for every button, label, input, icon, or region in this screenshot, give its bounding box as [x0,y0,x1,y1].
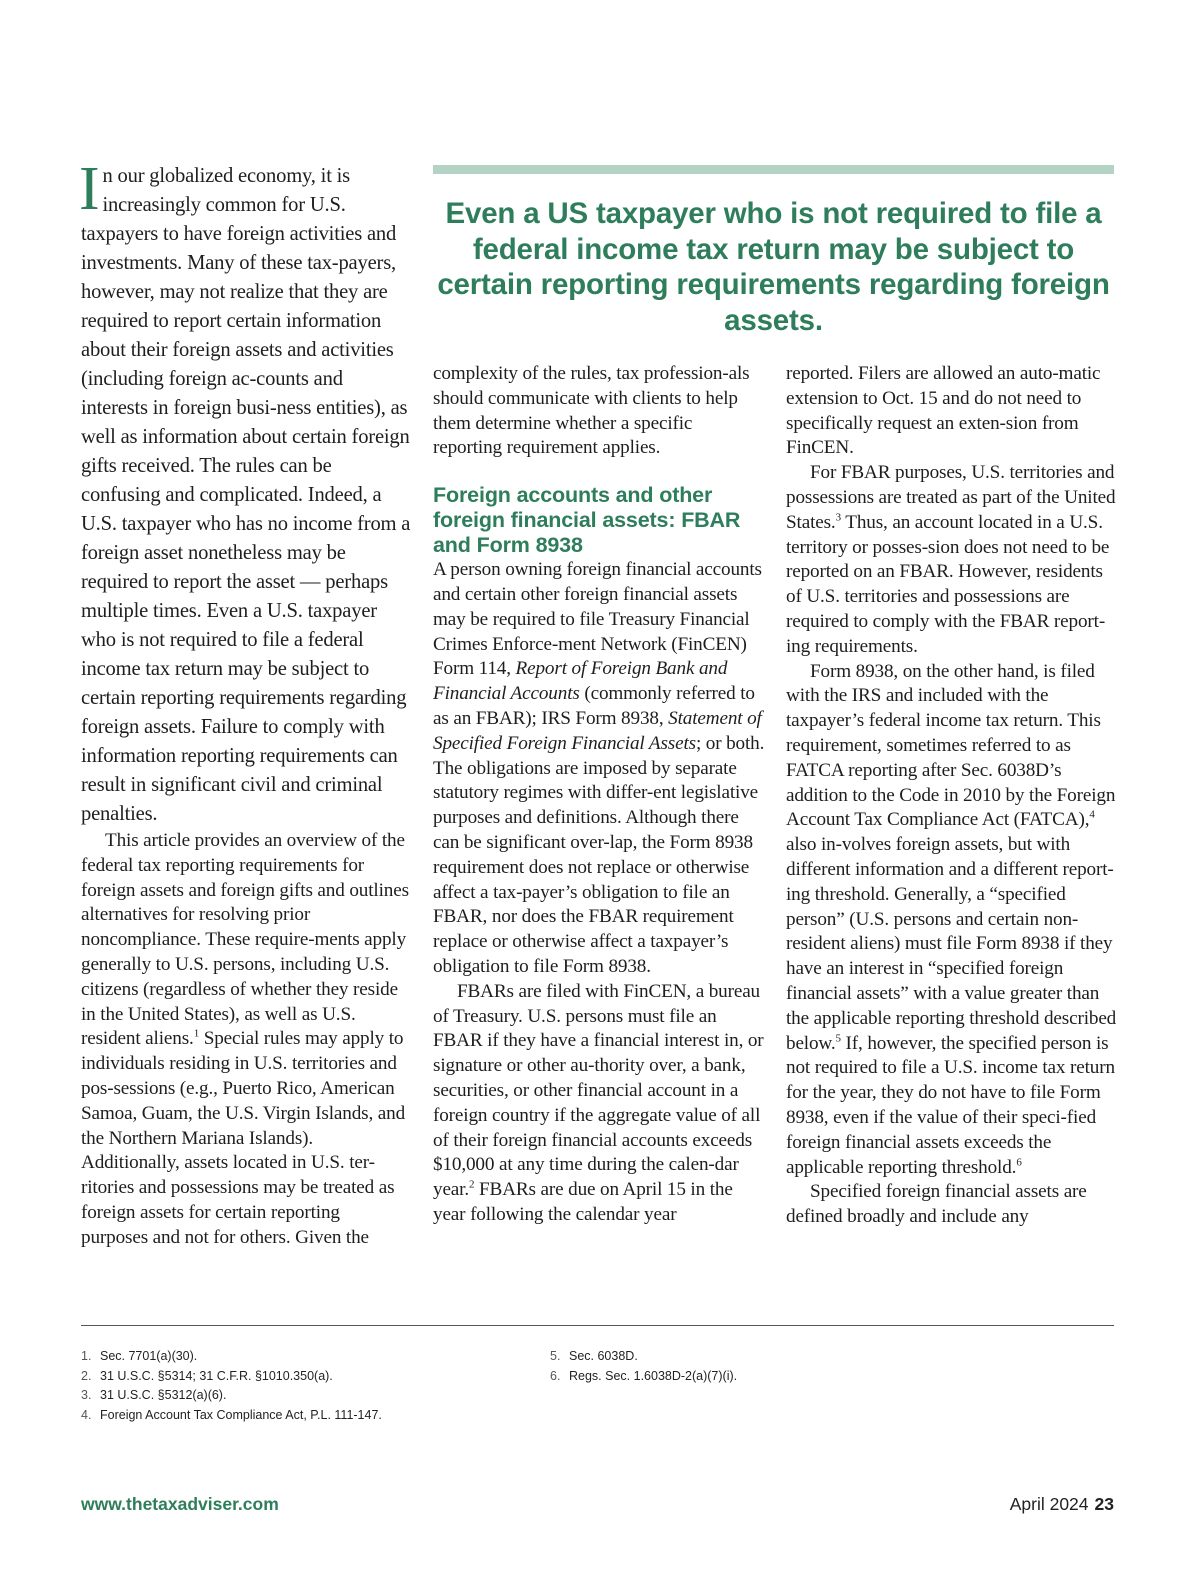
footnote: 1. Sec. 7701(a)(30). [81,1349,198,1363]
issue-info [1010,1493,1114,1515]
pull-quote: Even a US taxpayer who is not required to file a federal income tax return may be subject to certain reporting requirements regarding foreign assets. [437,197,1110,337]
drop-cap: I [79,155,100,223]
intro-paragraph: In our globalized economy, it is increasingly common for U.S. taxpayers to have foreign activities and investments. Many of these tax-payers, however, may not realize that they are required to report certain information about their foreign assets and activities (including foreign ac-counts and interests in foreign busi-ness entities), as well as information about certain foreign gifts received. The rules can be confusing and complicated. Indeed, a U.S. taxpayer who has no income from a foreign asset nonetheless may be required to report the asset — perhaps multiple times. Even a U.S. taxpayer who is not required to file a federal income tax return may be subject to certain reporting requirements regarding foreign assets. Failure to comply with information reporting requirements can result in significant civil and criminal penalties. [79,155,411,825]
fbar-form-8938-paragraph: A person owning foreign financial accounts and certain other foreign financial assets may be required to file Treasury Financial Crimes Enforce-ment Network (FinCEN) Form 114, Report of Foreign Bank and Financial Accounts (commonly referred to as an FBAR); IRS Form 8938, Statement of Specified Foreign Financial Assets; or both. The obligations are imposed by separate statutory regimes with differ-ent legislative purposes and definitions. Although there can be significant over-lap, the Form 8938 requirement does not replace or otherwise affect a tax-payer’s obligation to file an FBAR, nor does the FBAR requirement replace or otherwise affect a taxpayer’s obligation to file Form 8938. [433,559,765,977]
footnote-divider [81,1325,1114,1326]
paragraph: Specified foreign financial assets are defined broadly and include any [786,1181,1087,1228]
page-number: 23 [1094,1494,1114,1514]
footnote: 4. Foreign Account Tax Compliance Act, P.L. 111-147. [81,1407,382,1422]
footnote: 5. Sec. 6038D. [550,1349,638,1363]
issue-date: April 2024 [1009,1494,1089,1514]
overview-paragraph: This article provides an overview of the federal tax reporting requirements for foreign assets and foreign gifts and outlines alternatives for resolving prior noncompliance. These require-ments apply generally to U.S. persons, including U.S. citizens (regardless of whether they reside in the United States), as well as U.S. resident aliens.$^1$ Special rules may apply to individuals residing in U.S. territories and pos-sessions (e.g., Puerto Rico, American Samoa, Guam, the U.S. Virgin Islands, and the Northern Mariana Islands). Additionally, assets located in U.S. ter-ritories and possessions may be treated as foreign assets for certain reporting purposes and not for others. Given the [81,830,409,1248]
paragraph: complexity of the rules, tax profession-als should communicate with clients to help them determine whether a specific reporting requirement applies. [433,363,750,459]
territories-paragraph: For FBAR purposes, U.S. territories and possessions are treated as part of the United States.$^3$ Thus, an account located in a U.S. territory or posses-sion does not need to be reported on an FBAR. However, residents of U.S. territories and possessions are required to comply with the FBAR report-ing requirements. [786,462,1116,657]
footnote-ref-4[interactable]: 4 [1089,808,1095,821]
section-heading: Foreign accounts and other foreign financial assets: FBAR and Form 8938 [433,483,741,558]
footnotes-right [550,1347,737,1386]
footnotes-left [81,1347,382,1425]
footnote-ref-2[interactable]: 2 [469,1178,475,1191]
paragraph: reported. Filers are allowed an auto-matic extension to Oct. 15 and do not need to specifically request an exten-sion from FinCEN. [786,363,1101,459]
footnote-ref-5[interactable]: 5 [835,1032,841,1045]
footnote: 3. 31 U.S.C. §5312(a)(6). [81,1388,227,1402]
article-column-1 [79,155,411,1251]
pull-quote-bar [433,165,1114,174]
website-link[interactable]: www.thetaxadviser.com [81,1494,279,1514]
article-column-2 [433,362,765,1228]
footnote: 6. Regs. Sec. 1.6038D-2(a)(7)(i). [550,1368,738,1383]
footnote-ref-1[interactable]: 1 [193,1027,200,1040]
footnote: 2. 31 U.S.C. §5314; 31 C.F.R. §1010.350(a). [81,1368,333,1383]
footnote-ref-6[interactable]: 6 [1016,1156,1022,1169]
article-column-3 [786,362,1118,1230]
footnote-ref-3[interactable]: 3 [835,511,841,524]
form-8938-paragraph: Form 8938, on the other hand, is filed with the IRS and included with the taxpayer’s federal income tax return. This requirement, sometimes referred to as FATCA reporting after Sec. 6038D’s addition to the Code in 2010 by the Foreign Account Tax Compliance Act (FATCA),$^4$ also in-volves foreign assets, but with different information and a different report-ing threshold. Generally, a “specified person” (U.S. persons and certain non-resident aliens) must file Form 8938 if they have an interest in “specified foreign financial assets” with a value greater than the applicable reporting threshold described below.$^5$ If, however, the specified person is not required to file a U.S. income tax return for the year, they do not have to file Form 8938, even if the value of their speci-fied foreign financial assets exceeds the applicable reporting threshold.$^6$ [786,660,1117,1178]
fbar-filing-paragraph: FBARs are filed with FinCEN, a bureau of Treasury. U.S. persons must file an FBAR if they have a financial interest in, or signature or other au-thority over, a bank, securities, or other financial account in a foreign country if the aggregate value of all of their foreign financial accounts exceeds $10,000 at any time during the calen-dar year.$^2$ FBARs are due on April 15 in the year following the calendar year [433,980,764,1225]
